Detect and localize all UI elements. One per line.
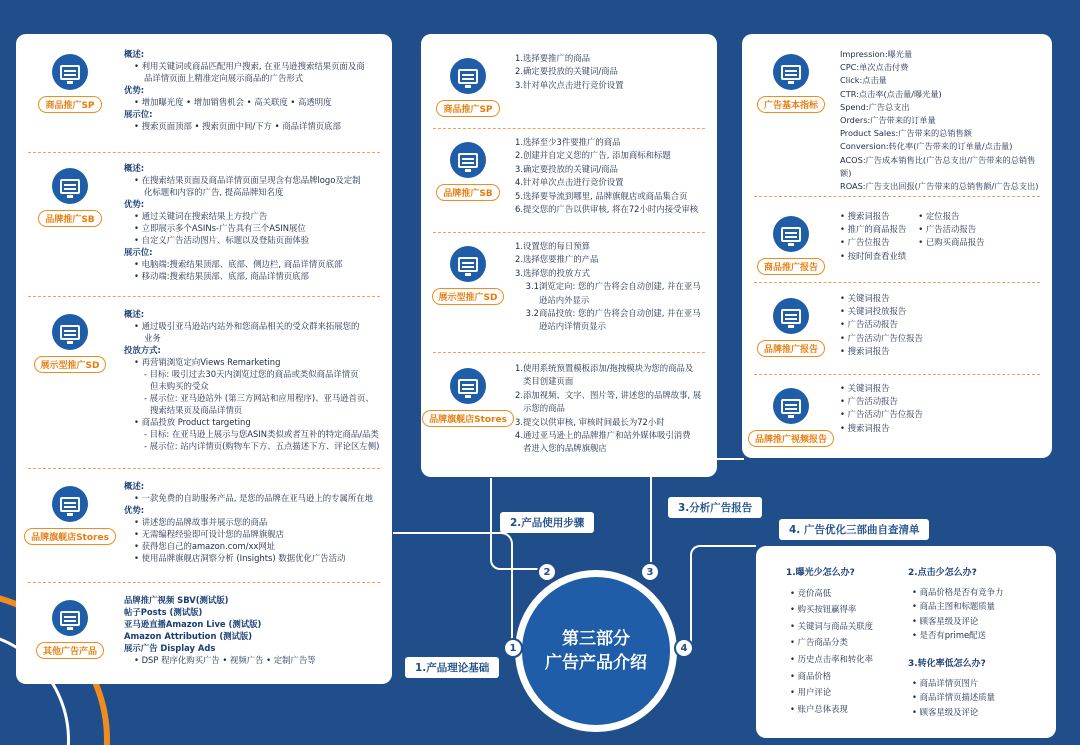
section-divider bbox=[754, 196, 1040, 197]
metric-line: Spend:广告总支出 bbox=[840, 101, 910, 112]
checklist-item: • 历史点击率和转化率 bbox=[790, 653, 873, 664]
section-divider bbox=[28, 152, 380, 153]
checklist-item: • 竞价高低 bbox=[790, 587, 832, 598]
theory-section bbox=[16, 48, 392, 132]
theory-text-line: 帖子Posts (测试版) bbox=[124, 607, 203, 617]
theory-text-line: • 立即展示多个ASINs-广告具有三个ASIN展位 bbox=[134, 223, 306, 233]
theory-text-line: • 讲述您的品牌故事并展示您的商品 bbox=[134, 517, 268, 527]
product-steps-card bbox=[421, 34, 717, 477]
report-item: • 搜索词报告 bbox=[840, 345, 890, 356]
step-label-checklist: 4. 广告优化三部曲自查清单 bbox=[779, 519, 929, 540]
step-text-line: 1.使用系统预置模板添加/拖拽模块为您的商品及 bbox=[515, 363, 694, 373]
step-text-line: 示您的商品 bbox=[515, 403, 565, 414]
theory-section bbox=[16, 162, 392, 282]
step-label-usage: 2.产品使用步骤 bbox=[500, 512, 594, 533]
section-divider bbox=[754, 282, 1040, 283]
theory-text-line: 概述: bbox=[124, 163, 145, 173]
report-item: • 关键词投放报告 bbox=[840, 306, 907, 317]
theory-text-line: 展示位: bbox=[124, 109, 153, 119]
checklist-item: • 是否有prime配送 bbox=[912, 630, 986, 641]
theory-text-line: - 展示位: 亚马逊站外 (第三方网站和应用程序)、亚马逊首页、 bbox=[144, 393, 374, 403]
step-text-line: 3.针对单次点击进行竞价设置 bbox=[515, 79, 624, 90]
report-item: • 广告活动报告 bbox=[840, 319, 898, 330]
report-tag-sp: 商品推广报告 bbox=[757, 258, 825, 275]
report-item: • 定位报告 bbox=[918, 211, 960, 221]
theory-text-line: • 无需编程经验即可设计您的品牌旗舰店 bbox=[134, 529, 284, 539]
theory-text-line: 概述: bbox=[124, 49, 145, 59]
section-divider bbox=[433, 352, 705, 353]
step-label-report: 3.分析广告报告 bbox=[668, 497, 762, 518]
report-section-sb bbox=[742, 292, 1052, 358]
step-text-line: 者进入您的品牌旗舰店 bbox=[515, 443, 607, 454]
checklist-item: • 商品主图和标题质量 bbox=[912, 601, 995, 612]
theory-text-line: - 展示位: 站内详情页(购物车下方、五点描述下方、评论区左侧) bbox=[144, 441, 380, 451]
node-3[interactable]: 3 bbox=[640, 562, 660, 582]
steps-section bbox=[421, 240, 717, 334]
step-text-line: 3.1浏览定向: 您的广告将会自动创建, 并在亚马 bbox=[515, 281, 701, 292]
report-item: • 搜索词报告 bbox=[840, 211, 890, 221]
checklist-title-impressions: 1.曝光少怎么办? bbox=[786, 568, 855, 578]
theory-text-line: 搜索结果页及商品详情页 bbox=[150, 405, 243, 415]
metric-line: ROAS:广告支出回报(广告带来的总销售额/广告总支出) bbox=[840, 181, 1039, 192]
step-text-line: 2.选择您要推广的产品 bbox=[515, 254, 599, 265]
step-text-line: 4.针对单次点击进行竞价设置 bbox=[515, 177, 624, 188]
step-text-line: 1.选择至少3件要推广的商品 bbox=[515, 137, 621, 147]
checklist-item: • 购买按钮赢得率 bbox=[790, 604, 857, 615]
theory-text-line: • 自定义广告活动图片、标题以及登陆页面体验 bbox=[134, 235, 310, 245]
theory-text-line: • 使用品牌旗舰店洞察分析 (Insights) 数据优化广告活动 bbox=[134, 553, 346, 563]
report-item: • 搜索词报告 bbox=[840, 422, 890, 433]
report-item: • 已购买商品报告 bbox=[918, 237, 985, 248]
checklist-item: • 商品价格 bbox=[790, 670, 832, 681]
center-title-line1: 第三部分 bbox=[562, 629, 630, 649]
report-item: • 广告位报告 bbox=[840, 237, 890, 248]
theory-text-line: 化标题和内容的广告, 提高品牌知名度 bbox=[144, 187, 284, 197]
report-tag-metrics: 广告基本指标 bbox=[757, 96, 825, 113]
theory-text-line: • 获得您自己的amazon.com/xx网址 bbox=[134, 541, 276, 551]
steps-section-tag: 展示型推广SD bbox=[432, 288, 505, 305]
theory-text-line: 优势: bbox=[124, 505, 145, 515]
checklist-col-impressions bbox=[786, 566, 873, 717]
theory-text-line: 业务 bbox=[144, 333, 161, 343]
section-divider bbox=[28, 296, 380, 297]
metric-line: Conversion:转化率(广告带来的订单量/点击量) bbox=[840, 141, 1013, 152]
steps-section-tag: 品牌推广SB bbox=[436, 184, 499, 201]
report-section-metrics bbox=[742, 48, 1052, 193]
screen-icon bbox=[773, 388, 809, 424]
screen-icon bbox=[52, 168, 88, 204]
report-tag-sb: 品牌推广报告 bbox=[757, 340, 825, 357]
report-item: • 推广的商品报告 bbox=[840, 224, 907, 235]
theory-text-line: • 利用关键词或商品匹配用户搜索, 在亚马逊搜索结果页面及商 bbox=[134, 61, 365, 71]
theory-text-line: • 移动端:搜索结果顶部、底部, 商品详情页底部 bbox=[134, 271, 309, 281]
checklist-item: • 账户总体表现 bbox=[790, 703, 848, 714]
theory-section bbox=[16, 308, 392, 452]
section-divider bbox=[28, 582, 380, 583]
metric-line: ACOS:广告成本销售比(广告总支出/广告带来的总销售额) bbox=[840, 154, 1036, 178]
report-tag-sbv: 品牌推广视频报告 bbox=[748, 430, 834, 447]
step-text-line: 逊站内详情页显示 bbox=[515, 321, 606, 332]
node-4[interactable]: 4 bbox=[674, 638, 694, 658]
metric-line: Click:点击量 bbox=[840, 75, 887, 86]
screen-icon bbox=[450, 58, 486, 94]
screen-icon bbox=[773, 216, 809, 252]
theory-text-line: • 在搜索结果页面及商品详情页面呈现含有您品牌logo及定制 bbox=[134, 175, 361, 185]
checklist-item: • 顾客星级及评论 bbox=[912, 706, 979, 717]
theory-section-tag: 展示型推广SD bbox=[34, 356, 107, 373]
section-divider bbox=[754, 374, 1040, 375]
step-text-line: 6.提交您的广告以供审核, 将在72小时内接受审核 bbox=[515, 204, 699, 215]
theory-text-line: • 增加曝光度 • 增加销售机会 • 高关联度 • 高透明度 bbox=[134, 97, 332, 107]
theory-section-tag: 商品推广SP bbox=[38, 96, 101, 113]
step-text-line: 3.确定要投放的关键词/商品 bbox=[515, 163, 618, 174]
screen-icon bbox=[52, 314, 88, 350]
step-text-line: 1.选择要推广的商品 bbox=[515, 53, 590, 63]
ad-report-card bbox=[742, 34, 1052, 458]
theory-text-line: • 一款免费的自助服务产品, 是您的品牌在亚马逊上的专属所在地 bbox=[134, 493, 374, 503]
theory-text-line: - 目标: 吸引过去30天内浏览过您的商品或类似商品详情页 bbox=[144, 369, 359, 379]
steps-section bbox=[421, 52, 717, 117]
checklist-item: • 商品价格是否有竞争力 bbox=[912, 586, 1004, 597]
report-item: • 广告活动报告 bbox=[840, 396, 898, 407]
screen-icon bbox=[450, 368, 486, 404]
step-text-line: 2.添加视频、文字、图片等, 讲述您的品牌故事, 展 bbox=[515, 389, 702, 400]
metric-line: Impression:曝光量 bbox=[840, 49, 913, 59]
theory-section-tag: 其他广告产品 bbox=[36, 642, 104, 659]
step-text-line: 1.设置您的每日预算 bbox=[515, 241, 590, 251]
step-text-line: 4.通过亚马逊上的品牌推广和站外媒体吸引消费 bbox=[515, 430, 691, 441]
product-theory-card bbox=[16, 34, 392, 684]
theory-text-line: 投放方式: bbox=[124, 345, 161, 355]
report-item: • 广告活动报告 bbox=[918, 224, 977, 235]
section-divider bbox=[433, 232, 705, 233]
step-text-line: 逊站内外显示 bbox=[515, 294, 590, 305]
connector-line-4 bbox=[690, 545, 756, 648]
theory-section bbox=[16, 594, 392, 666]
theory-text-line: • 再营销浏览定向Views Remarketing bbox=[134, 357, 281, 367]
checklist-item: • 关键词与商品关联度 bbox=[790, 620, 873, 631]
theory-text-line: Amazon Attribution (测试版) bbox=[124, 631, 253, 641]
steps-section bbox=[421, 136, 717, 216]
theory-text-line: • 电脑端:搜索结果顶部、底部、侧边栏, 商品详情页底部 bbox=[134, 259, 343, 269]
report-item: • 关键词报告 bbox=[840, 383, 890, 393]
screen-icon bbox=[773, 54, 809, 90]
step-text-line: 2.确定要投放的关键词/商品 bbox=[515, 66, 618, 77]
node-2[interactable]: 2 bbox=[537, 562, 557, 582]
theory-text-line: 概述: bbox=[124, 309, 145, 319]
screen-icon bbox=[52, 486, 88, 522]
report-section-sbv bbox=[742, 382, 1052, 447]
node-1[interactable]: 1 bbox=[503, 638, 523, 658]
step-text-line: 3.提交以供审核, 审核时间最长为72小时 bbox=[515, 416, 665, 427]
metric-line: CTR:点击率(点击量/曝光量) bbox=[840, 88, 942, 99]
metric-line: Orders:广告带来的订单量 bbox=[840, 115, 936, 126]
step-text-line: 5.选择要导流到哪里, 品牌旗舰店或商品集合页 bbox=[515, 190, 688, 201]
theory-text-line: 概述: bbox=[124, 481, 145, 491]
checklist-item: • 商品详情页描述质量 bbox=[912, 692, 995, 703]
checklist-title-clicks: 2.点击少怎么办? bbox=[908, 568, 977, 578]
theory-text-line: • 商品投放 Product targeting bbox=[134, 417, 251, 427]
theory-text-line: - 目标: 在亚马逊上展示与您ASIN类似或者互补的特定商品/品类 bbox=[144, 429, 379, 439]
theory-text-line: 优势: bbox=[124, 85, 145, 95]
checklist-item: • 用户评论 bbox=[790, 687, 832, 698]
theory-text-line: 品牌推广视频 SBV(测试版) bbox=[124, 595, 229, 605]
step-text-line: 3.选择您的投放方式 bbox=[515, 267, 590, 278]
steps-section-tag: 商品推广SP bbox=[436, 100, 499, 117]
theory-text-line: 品详情页面上精准定向展示商品的广告形式 bbox=[144, 73, 304, 83]
checklist-title-conversion: 3.转化率低怎么办? bbox=[908, 658, 986, 669]
report-item: • 广告活动广告位报告 bbox=[840, 332, 923, 343]
report-item: • 关键词报告 bbox=[840, 293, 890, 303]
screen-icon bbox=[450, 142, 486, 178]
theory-section bbox=[16, 480, 392, 564]
optimization-checklist-card bbox=[756, 546, 1056, 738]
theory-text-line: • 通过关键词在搜索结果上方投广告 bbox=[134, 211, 268, 221]
screen-icon bbox=[52, 600, 88, 636]
report-item: • 广告活动广告位报告 bbox=[840, 409, 923, 420]
theory-text-line: • 搜索页面顶部 • 搜索页面中间/下方 • 商品详情页底部 bbox=[134, 121, 341, 131]
checklist-item: • 商品详情页图片 bbox=[912, 677, 979, 688]
theory-section-tag: 品牌旗舰店Stores bbox=[24, 528, 116, 545]
center-title-line2: 广告产品介绍 bbox=[545, 653, 647, 673]
screen-icon bbox=[773, 298, 809, 334]
theory-text-line: • 通过吸引亚马逊站内站外和您商品相关的受众群来拓展您的 bbox=[134, 321, 360, 331]
steps-section-tag: 品牌旗舰店Stores bbox=[422, 410, 514, 427]
screen-icon bbox=[52, 54, 88, 90]
metric-line: CPC:单次点击付费 bbox=[840, 62, 909, 73]
metric-line: Product Sales:广告带来的总销售额 bbox=[840, 128, 972, 139]
section-divider bbox=[433, 128, 705, 129]
theory-text-line: 亚马逊直播Amazon Live (测试版) bbox=[124, 619, 262, 629]
step-text-line: 2.创建并自定义您的广告, 添加商标和标题 bbox=[515, 150, 671, 161]
step-text-line: 类目创建页面 bbox=[515, 376, 574, 387]
checklist-item: • 广告商品分类 bbox=[790, 637, 848, 648]
step-label-theory: 1.产品理论基础 bbox=[405, 657, 499, 678]
checklist-item: • 顾客星级及评论 bbox=[912, 615, 979, 626]
theory-text-line: 展示位: bbox=[124, 247, 153, 257]
steps-section bbox=[421, 362, 717, 456]
screen-icon bbox=[450, 246, 486, 282]
step-text-line: 3.2商品投放: 您的广告将会自动创建, 并在亚马 bbox=[515, 308, 701, 319]
theory-text-line: 展示广告 Display Ads bbox=[124, 643, 216, 653]
checklist-col-clicks bbox=[908, 566, 1003, 719]
theory-text-line: 优势: bbox=[124, 199, 145, 209]
theory-section-tag: 品牌推广SB bbox=[38, 210, 101, 227]
center-title-circle bbox=[515, 570, 677, 732]
section-divider bbox=[28, 468, 380, 469]
report-section-sp bbox=[742, 210, 1052, 275]
theory-text-line: 但未购买的受众 bbox=[150, 381, 209, 391]
theory-text-line: • DSP 程序化购买广告 • 视频广告 • 定制广告等 bbox=[134, 655, 316, 665]
report-item: • 按时间查看业绩 bbox=[840, 250, 907, 261]
